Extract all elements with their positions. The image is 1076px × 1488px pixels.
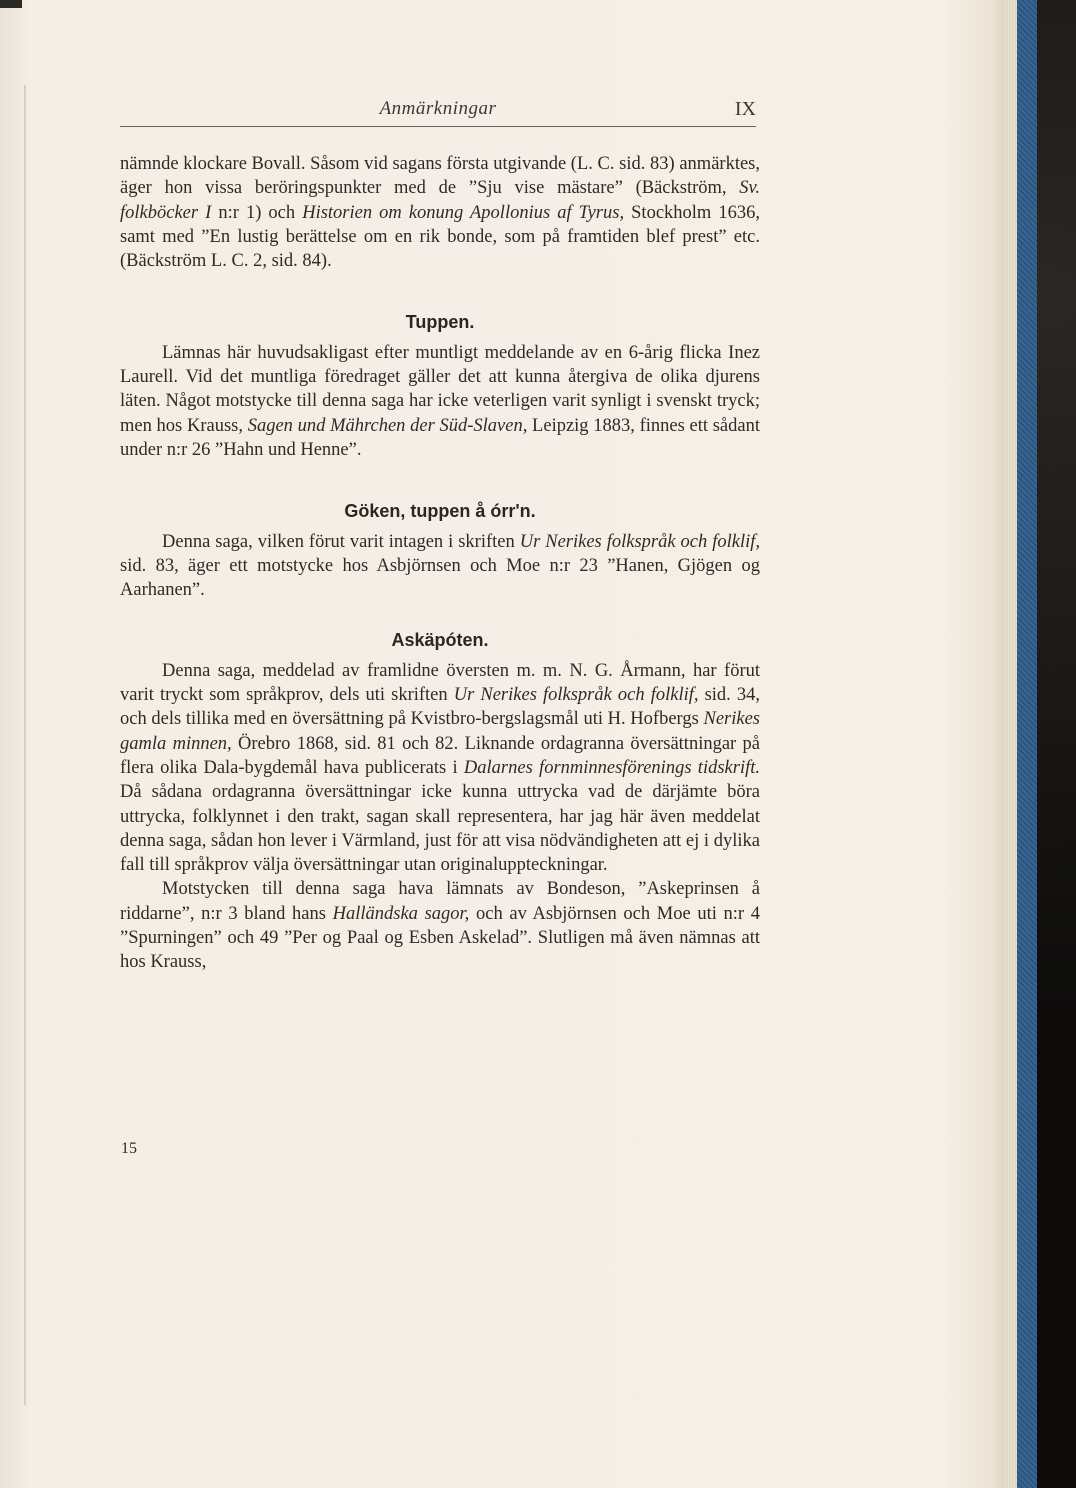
- section-heading-askapoten: Askäpóten.: [391, 630, 489, 651]
- paragraph-goken: Denna saga, vilken förut varit intagen i skriften Ur Nerikes folkspråk och folklif, sid. 83, äger ett motstycke hos Asbjörnsen och Moe n:r 23 ”Hanen, Gjögen og Aarhanen”.: [120, 531, 760, 601]
- page-edges: [1003, 0, 1017, 1488]
- paragraph-intro: nämnde klockare Bovall. Såsom vid sagans första utgivande (L. C. sid. 83) anmärktes, äger hon vissa beröringspunkter med de ”Sju vise mästare” (Bäckström, Sv. folkböcker I n:r 1) och Historien om konung Apollonius af Tyrus, Stockholm 1636, samt med ”En lustig berättelse om en rik bonde, som på framtiden blef prest” etc. (Bäckström L. C. 2, sid. 84).: [120, 154, 760, 272]
- paragraph-askapoten-2: Motstycken till denna saga hava lämnats av Bondeson, ”Askeprinsen å riddarne”, n:r 3 bland hans Halländska sagor, och av Asbjörnsen och Moe uti n:r 4 ”Spurningen” och 49 ”Per og Paal og Esben Askelad”. Slutligen må även nämnas att hos Krauss,: [120, 879, 760, 973]
- paragraph-tuppen: Lämnas här huvudsakligast efter muntligt meddelande av en 6-årig flicka Inez Laurell. Vid det muntliga föredraget gäller det att kunna återgiva de olika djurens läten. Något motstycke till denna saga har icke veterligen varit synligt i svenskt tryck; men hos Krauss, Sagen und Mährchen der Süd-Slaven, Leipzig 1883, finnes ett sådant under n:r 26 ”Hahn und Henne”.: [120, 342, 760, 460]
- background: [1037, 0, 1076, 1488]
- corner-shadow: [0, 0, 22, 8]
- book-cover: [1017, 0, 1037, 1488]
- header-rule: [120, 126, 756, 127]
- running-title: Anmärkningar: [379, 98, 497, 119]
- binding-line: [24, 85, 26, 1405]
- body-text: [120, 152, 760, 975]
- signature-mark: 15: [121, 1140, 137, 1157]
- paragraph-askapoten-1: Denna saga, meddelad av framlidne översten m. m. N. G. Årmann, har förut varit tryckt som språkprov, dels uti skriften Ur Nerikes folkspråk och folklif, sid. 34, och dels tillika med en översättning på Kvistbro-bergslagsmål uti H. Hofbergs Nerikes gamla minnen, Örebro 1868, sid. 81 och 82. Liknande ordagranna översättningar på flera olika Dala-bygdemål hava publicerats i Dalarnes fornminnesförenings tidskrift. Då sådana ordagranna översättningar icke kunna uttrycka vad de därjämte böra uttrycka, folklynnet i den trakt, sagan skall representera, har jag här även meddelat denna saga, sådan hon lever i Värmland, just för att visa nödvändigheten att ej i dylika fall till språkprov välja översättningar utan originaluppteckningar.: [120, 660, 761, 876]
- section-heading-tuppen: Tuppen.: [405, 312, 475, 333]
- section-heading-goken: Göken, tuppen å órr'n.: [344, 501, 536, 522]
- page-number: IX: [734, 98, 756, 120]
- running-header: [120, 98, 756, 126]
